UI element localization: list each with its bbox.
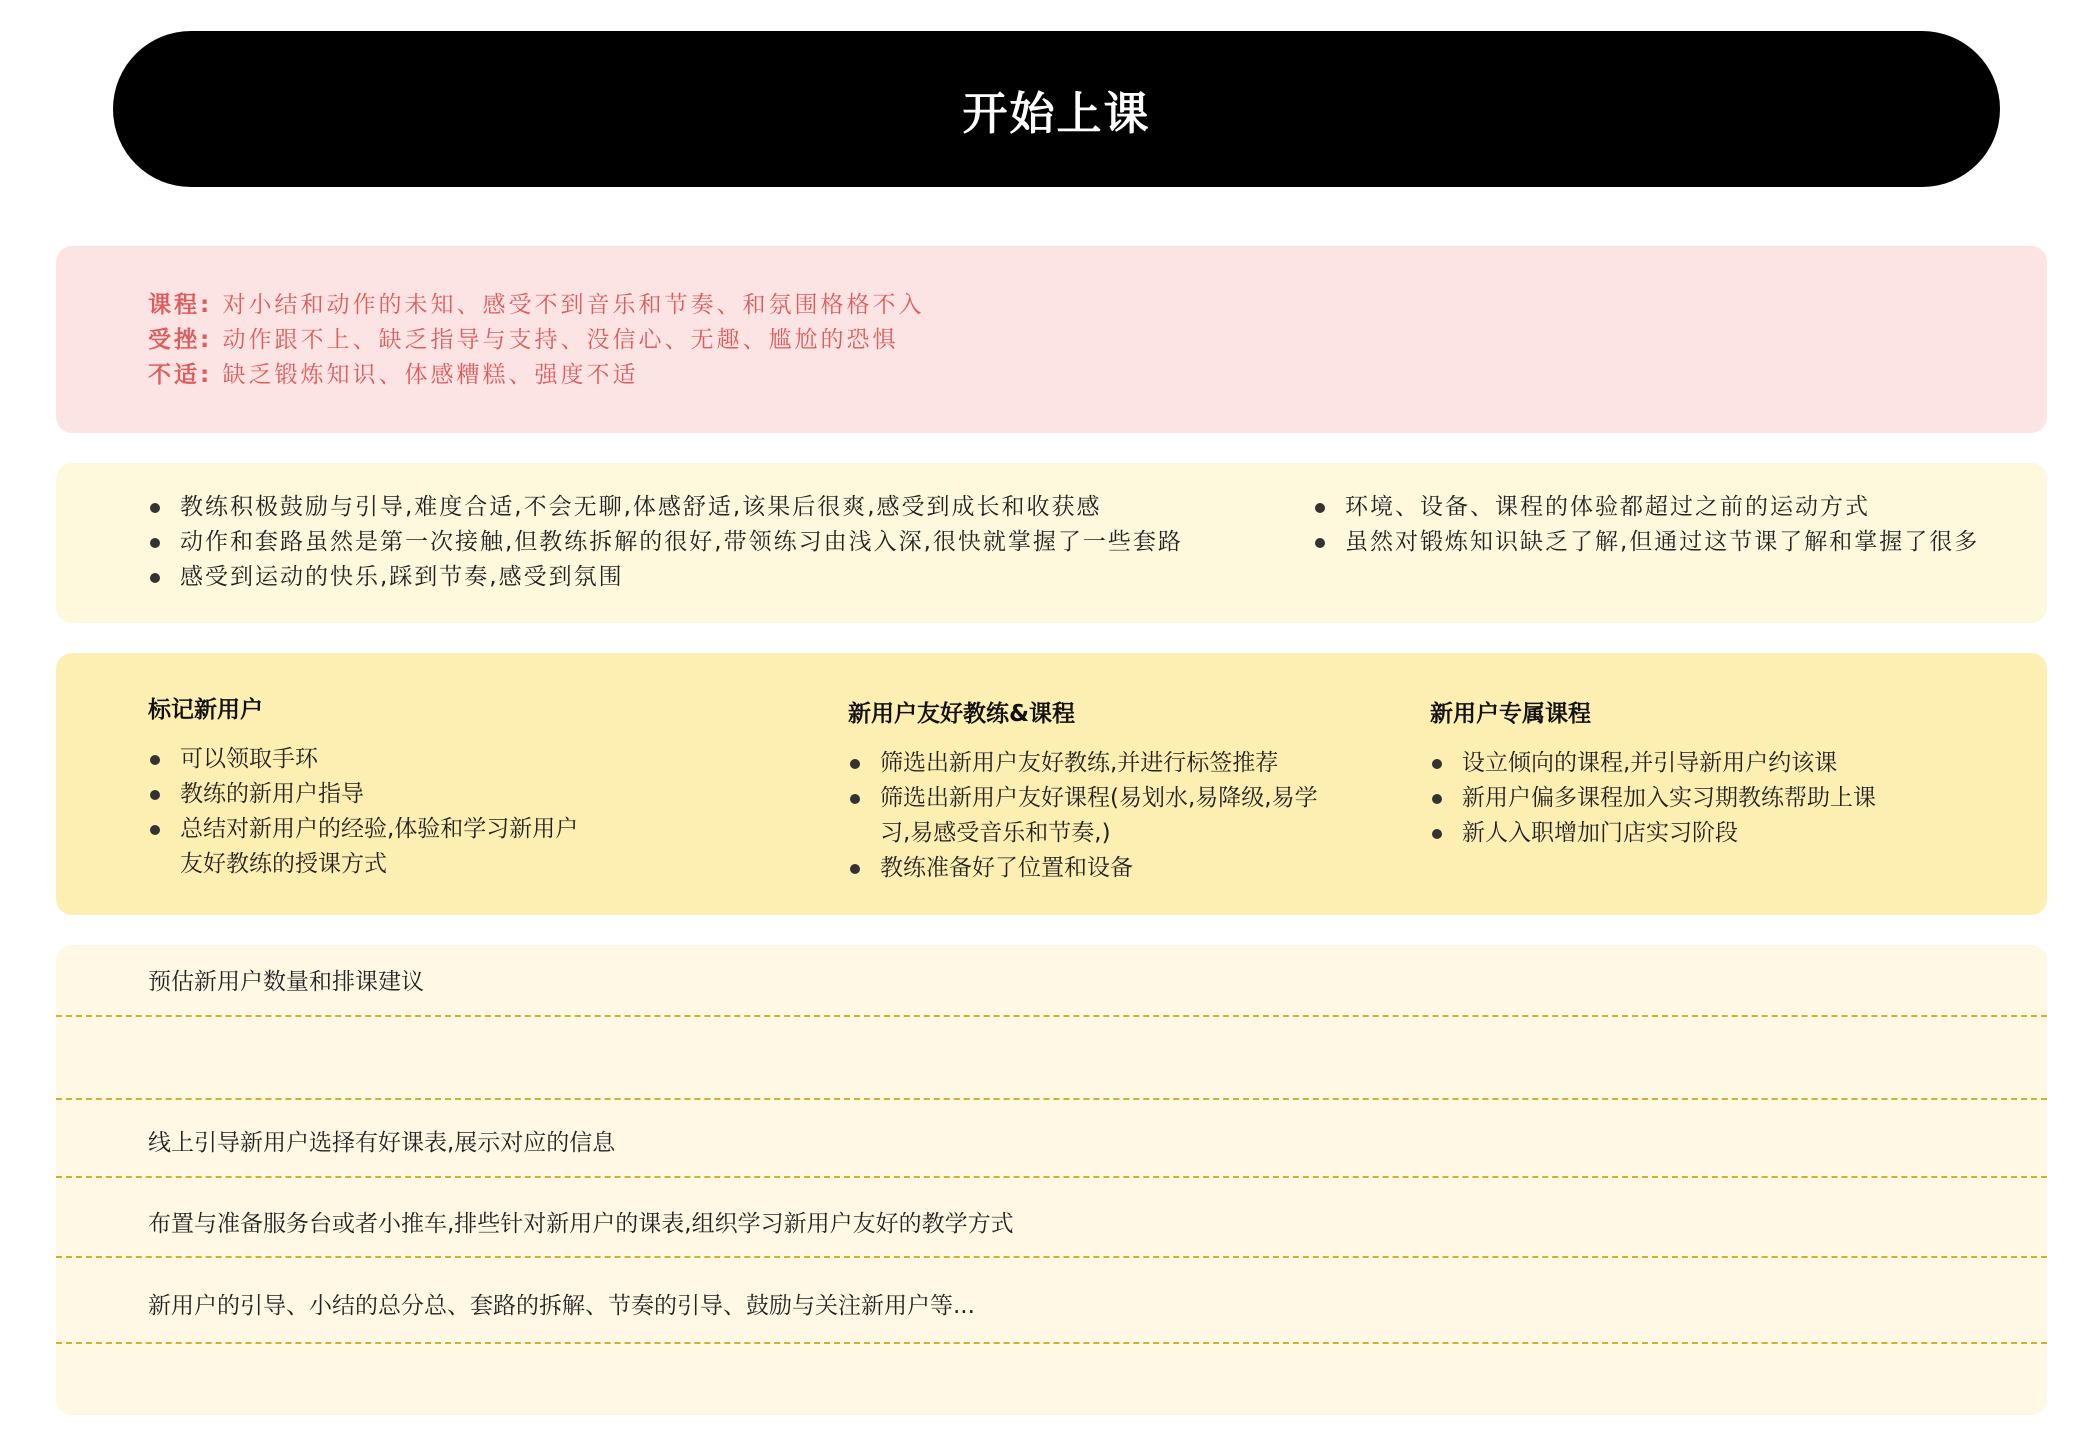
action-column-mark-new-user: [148, 691, 598, 882]
action-heading: 标记新用户: [148, 697, 263, 723]
pain-point-item: [148, 323, 925, 358]
action-heading: 新用户专属课程: [1430, 701, 1591, 727]
feeling-item: 环境、设备、课程的体验都超过之前的运动方式: [1313, 490, 1979, 525]
feelings-column-right: [1313, 490, 1979, 560]
action-panel: [56, 653, 2047, 915]
feeling-item: 感受到运动的快乐,踩到节奏,感受到氛围: [148, 560, 1183, 595]
plan-row-text: 新用户的引导、小结的总分总、套路的拆解、节奏的引导、鼓励与关注新用户等...: [148, 1293, 975, 1319]
action-item: 新用户偏多课程加入实习期教练帮助上课: [1430, 781, 1876, 816]
plan-row: [56, 1178, 2047, 1258]
stage-title: 开始上课: [962, 86, 1151, 140]
stage-title-bar: [113, 31, 2000, 187]
action-heading: 新用户友好教练&课程: [848, 701, 1076, 727]
action-item: 新人入职增加门店实习阶段: [1430, 816, 1876, 851]
feeling-item: 虽然对锻炼知识缺乏了解,但通过这节课了解和掌握了很多: [1313, 525, 1979, 560]
pain-point-label: 不适:: [148, 362, 213, 388]
feeling-item: 教练积极鼓励与引导,难度合适,不会无聊,体感舒适,该果后很爽,感受到成长和收获感: [148, 490, 1183, 525]
plan-row: [56, 945, 2047, 1017]
pain-point-label: 受挫:: [148, 327, 213, 353]
action-item: 总结对新用户的经验,体验和学习新用户友好教练的授课方式: [148, 812, 598, 882]
action-column-friendly-coach: [848, 695, 1318, 886]
action-column-exclusive-course: [1430, 695, 1876, 851]
plan-row-text: 预估新用户数量和排课建议: [148, 969, 424, 995]
pain-points-list: [148, 288, 925, 393]
plan-row-text: 布置与准备服务台或者小推车,排些针对新用户的课表,组织学习新用户友好的教学方式: [148, 1211, 1014, 1237]
pain-point-text: 对小结和动作的未知、感受不到音乐和节奏、和氛围格格不入: [222, 292, 925, 318]
action-item: 可以领取手环: [148, 742, 598, 777]
pain-point-text: 动作跟不上、缺乏指导与支持、没信心、无趣、尴尬的恐惧: [222, 327, 899, 353]
plan-panel: [56, 945, 2047, 1415]
action-item: 设立倾向的课程,并引导新用户约该课: [1430, 746, 1876, 781]
plan-row: [56, 1344, 2047, 1415]
plan-row-text: 线上引导新用户选择有好课表,展示对应的信息: [148, 1130, 616, 1156]
feelings-column-left: [148, 490, 1183, 595]
action-item: 筛选出新用户友好教练,并进行标签推荐: [848, 746, 1318, 781]
plan-row: [56, 1017, 2047, 1100]
feeling-item: 动作和套路虽然是第一次接触,但教练拆解的很好,带领练习由浅入深,很快就掌握了一些套路: [148, 525, 1183, 560]
action-item: 教练准备好了位置和设备: [848, 851, 1318, 886]
pain-points-panel: [56, 246, 2047, 433]
pain-point-item: [148, 288, 925, 323]
positive-feelings-panel: [56, 463, 2047, 623]
pain-point-label: 课程:: [148, 292, 213, 318]
plan-row: [56, 1100, 2047, 1178]
pain-point-text: 缺乏锻炼知识、体感糟糕、强度不适: [222, 362, 639, 388]
action-item: 教练的新用户指导: [148, 777, 598, 812]
action-item: 筛选出新用户友好课程(易划水,易降级,易学习,易感受音乐和节奏,): [848, 781, 1318, 851]
plan-row: [56, 1258, 2047, 1344]
pain-point-item: [148, 358, 925, 393]
